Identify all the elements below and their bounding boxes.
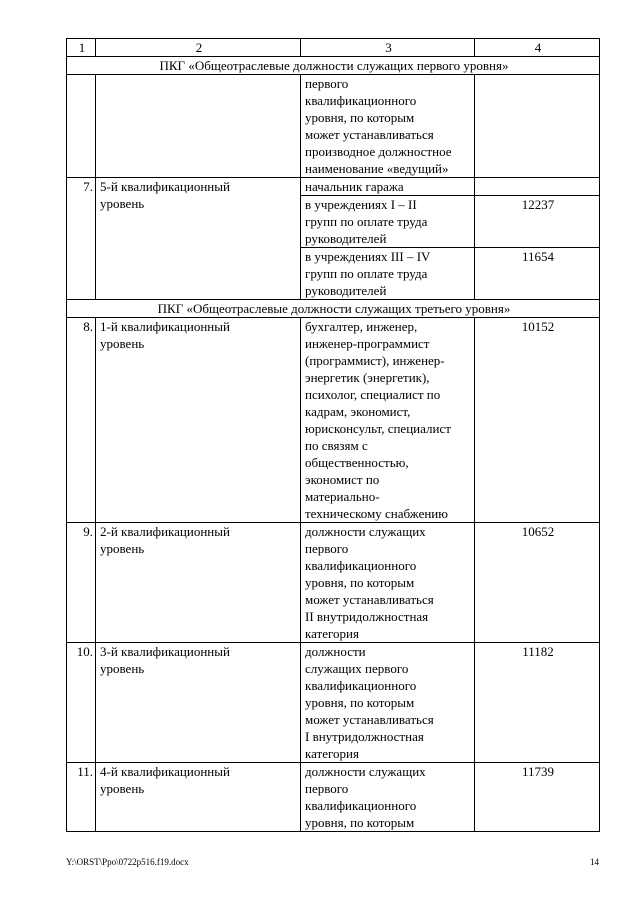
table-row-10: [67, 643, 600, 763]
file-path-footer: Y:\ORST\Ppo\0722p516.f19.docx: [66, 857, 189, 867]
position-text: должности служащих первого квалификационного уровня, по которым: [301, 763, 475, 832]
salary-value: 11182: [475, 643, 600, 763]
qualification-level: 4-й квалификационный уровень: [96, 763, 301, 832]
qualification-level: 1-й квалификационный уровень: [96, 318, 301, 523]
position-text: должности служащих первого квалификационного уровня, по которым может устанавливаться I внутридолжностная категория: [301, 643, 475, 763]
table-row-8: [67, 318, 600, 523]
header-row: [67, 39, 600, 57]
page-number: 14: [590, 857, 599, 867]
header-cell-2: 2: [96, 39, 301, 57]
section-title-third-level: ПКГ «Общеотраслевые должности служащих третьего уровня»: [67, 300, 600, 318]
salary-value: 11654: [475, 248, 600, 300]
salary-value: 11739: [475, 763, 600, 832]
header-cell-1: 1: [67, 39, 96, 57]
qualification-level: 5-й квалификационный уровень: [96, 178, 301, 300]
row-number: 8.: [67, 318, 96, 523]
salary-table: [66, 38, 600, 832]
table-row-11: [67, 763, 600, 832]
num-cell-empty: [67, 75, 96, 178]
position-text: начальник гаража: [301, 178, 475, 196]
salary-value: 10152: [475, 318, 600, 523]
pay-cell-empty: [475, 75, 600, 178]
row-number: 10.: [67, 643, 96, 763]
row-number: 11.: [67, 763, 96, 832]
position-text: должности служащих первого квалификационного уровня, по которым может устанавливаться II внутридолжностная категория: [301, 523, 475, 643]
qualification-level: 3-й квалификационный уровень: [96, 643, 301, 763]
position-text: бухгалтер, инженер, инженер-программист (программист), инженер- энергетик (энергетик), психолог, специалист по кадрам, экономист, юрисконсульт, специалист по связям с общественностью, экономист по материально- техническому снабжению: [301, 318, 475, 523]
level-cell-empty: [96, 75, 301, 178]
section-row-third-level: [67, 300, 600, 318]
pay-cell-empty: [475, 178, 600, 196]
qualification-level: 2-й квалификационный уровень: [96, 523, 301, 643]
table-row-7a: [67, 178, 600, 196]
row-number: 7.: [67, 178, 96, 300]
position-text: в учреждениях III – IV групп по оплате труда руководителей: [301, 248, 475, 300]
row-number: 9.: [67, 523, 96, 643]
section-row-first-level: [67, 57, 600, 75]
header-cell-3: 3: [301, 39, 475, 57]
section-title-first-level: ПКГ «Общеотраслевые должности служащих первого уровня»: [67, 57, 600, 75]
continuation-row: [67, 75, 600, 178]
salary-value: 12237: [475, 196, 600, 248]
position-text: в учреждениях I – II групп по оплате труда руководителей: [301, 196, 475, 248]
positions-cell-continued: первого квалификационного уровня, по которым может устанавливаться производное должностное наименование «ведущий»: [301, 75, 475, 178]
header-cell-4: 4: [475, 39, 600, 57]
salary-value: 10652: [475, 523, 600, 643]
table-row-9: [67, 523, 600, 643]
